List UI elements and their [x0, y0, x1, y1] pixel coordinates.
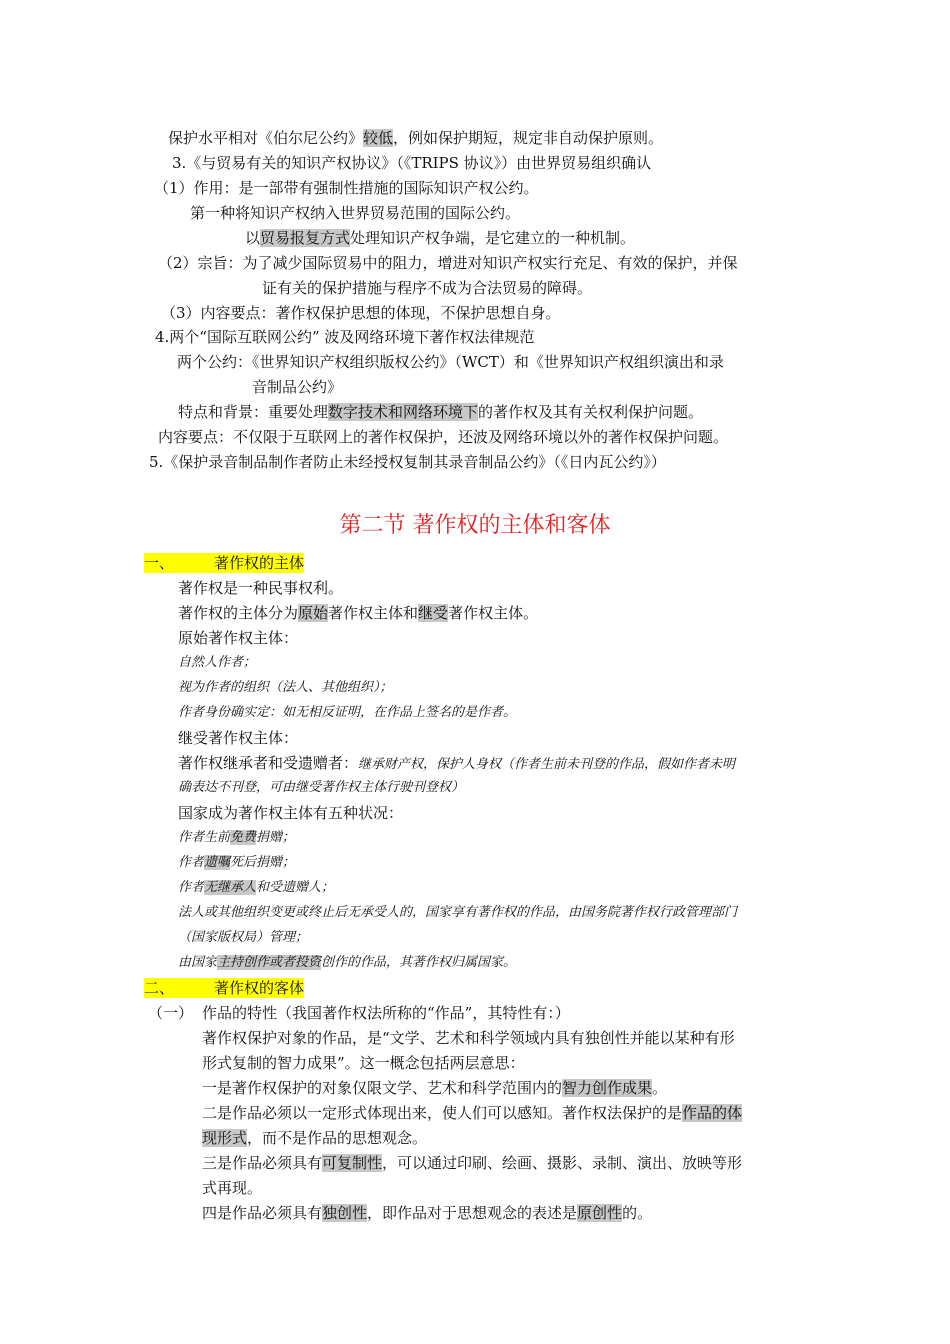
- part1-case-4: 法人或其他组织变更或终止后无承受人的，国家享有著作权的作品，由国务院著作权行政管理部门: [178, 905, 738, 920]
- part1-case-3: 作者无继承人和受遗赠人；: [178, 880, 335, 895]
- intro-line-6: （2）宗旨：为了减少国际贸易中的阻力，增进对知识产权实行充足、有效的保护，并保: [158, 254, 738, 272]
- intro-line-2: 3.《与贸易有关的知识产权协议》（《TRIPS 协议》）由世界贸易组织确认: [172, 154, 652, 172]
- part2-heading: [144, 978, 304, 998]
- part1-item-3: 作者身份确实定：如无相反证明，在作品上签名的是作者。: [178, 705, 517, 720]
- part1-title: 著作权的主体: [214, 554, 305, 572]
- part1-case-2: 作者遗嘱死后捐赠；: [178, 855, 296, 870]
- intro-line-14: 5.《保护录音制品制作者防止未经授权复制其录音制品公约》（《日内瓦公约》）: [149, 453, 666, 471]
- intro-line-7: 证有关的保护措施与程序不成为合法贸易的障碍。: [262, 279, 593, 297]
- part1-para-3: 原始著作权主体：: [178, 629, 299, 647]
- part1-para-1: 著作权是一种民事权利。: [178, 579, 344, 597]
- part1-para-5: 著作权继承者和受遗赠者：继承财产权，保护人身权（作者生前未刊登的作品，假如作者未明: [178, 754, 736, 772]
- intro-line-10: 两个公约：《世界知识产权组织版权公约》（WCT）和《世界知识产权组织演出和录: [177, 353, 724, 371]
- part1-case-4-cont: （国家版权局）管理；: [178, 930, 309, 945]
- part2-point-2: 二是作品必须以一定形式体现出来，使人们可以感知。著作权法保护的是作品的体: [202, 1104, 743, 1122]
- part2-number: 二、: [144, 978, 214, 998]
- part2-subtitle: 作品的特性（我国著作权法所称的“作品”，其特性有：）: [202, 1004, 570, 1022]
- intro-line-1: 保护水平相对《伯尔尼公约》较低，例如保护期短，规定非自动保护原则。: [168, 129, 664, 147]
- part2-point-1: 一是著作权保护的对象仅限文学、艺术和科学范围内的智力创作成果。: [202, 1079, 668, 1097]
- intro-line-12: 特点和背景：重要处理数字技术和网络环境下的著作权及其有关权利保护问题。: [178, 403, 704, 421]
- part2-title: 著作权的客体: [214, 979, 305, 997]
- intro-line-3: （1）作用：是一部带有强制性措施的国际知识产权公约。: [154, 179, 539, 197]
- part2-desc-1: 著作权保护对象的作品，是“文学、艺术和科学领域内具有独创性并能以某种有形: [202, 1029, 735, 1047]
- part2-point-3-cont: 式再现。: [202, 1179, 263, 1197]
- intro-line-11: 音制品公约》: [252, 378, 343, 396]
- part1-para-5-cont: 确表达不刊登，可由继受著作权主体行驶刊登权）: [178, 780, 465, 795]
- part2-point-4: 四是作品必须具有独创性，即作品对于思想观念的表述是原创性的。: [202, 1204, 653, 1222]
- part1-number: 一、: [144, 553, 214, 573]
- part2-point-2-cont: 现形式，而不是作品的思想观念。: [202, 1129, 428, 1147]
- section-title: 第二节 著作权的主体和客体: [339, 513, 611, 538]
- part1-para-4: 继受著作权主体：: [178, 729, 299, 747]
- intro-line-5: 以贸易报复方式处理知识产权争端，是它建立的一种机制。: [245, 229, 636, 247]
- intro-line-9: 4.两个“国际互联网公约” 波及网络环境下著作权法律规范: [155, 328, 535, 346]
- intro-line-4: 第一种将知识产权纳入世界贸易范围的国际公约。: [190, 204, 521, 222]
- intro-line-8: （3）内容要点：著作权保护思想的体现，不保护思想自身。: [161, 304, 561, 322]
- part1-case-1: 作者生前免费捐赠；: [178, 830, 296, 845]
- part1-item-2: 视为作者的组织（法人、其他组织）；: [178, 680, 393, 695]
- part1-heading: [144, 553, 304, 573]
- part1-para-2: 著作权的主体分为原始著作权主体和继受著作权主体。: [178, 604, 539, 622]
- part1-para-6: 国家成为著作权主体有五种状况：: [178, 804, 404, 822]
- part2-desc-2: 形式复制的智力成果”。这一概念包括两层意思：: [202, 1054, 525, 1072]
- part1-item-1: 自然人作者；: [178, 655, 257, 670]
- intro-line-13: 内容要点：不仅限于互联网上的著作权保护，还波及网络环境以外的著作权保护问题。: [158, 428, 729, 446]
- part1-case-5: 由国家主持创作或者投资创作的作品，其著作权归属国家。: [178, 955, 517, 970]
- part2-sub-number: （一）: [148, 1004, 194, 1022]
- part2-point-3: 三是作品必须具有可复制性，可以通过印刷、绘画、摄影、录制、演出、放映等形: [202, 1154, 743, 1172]
